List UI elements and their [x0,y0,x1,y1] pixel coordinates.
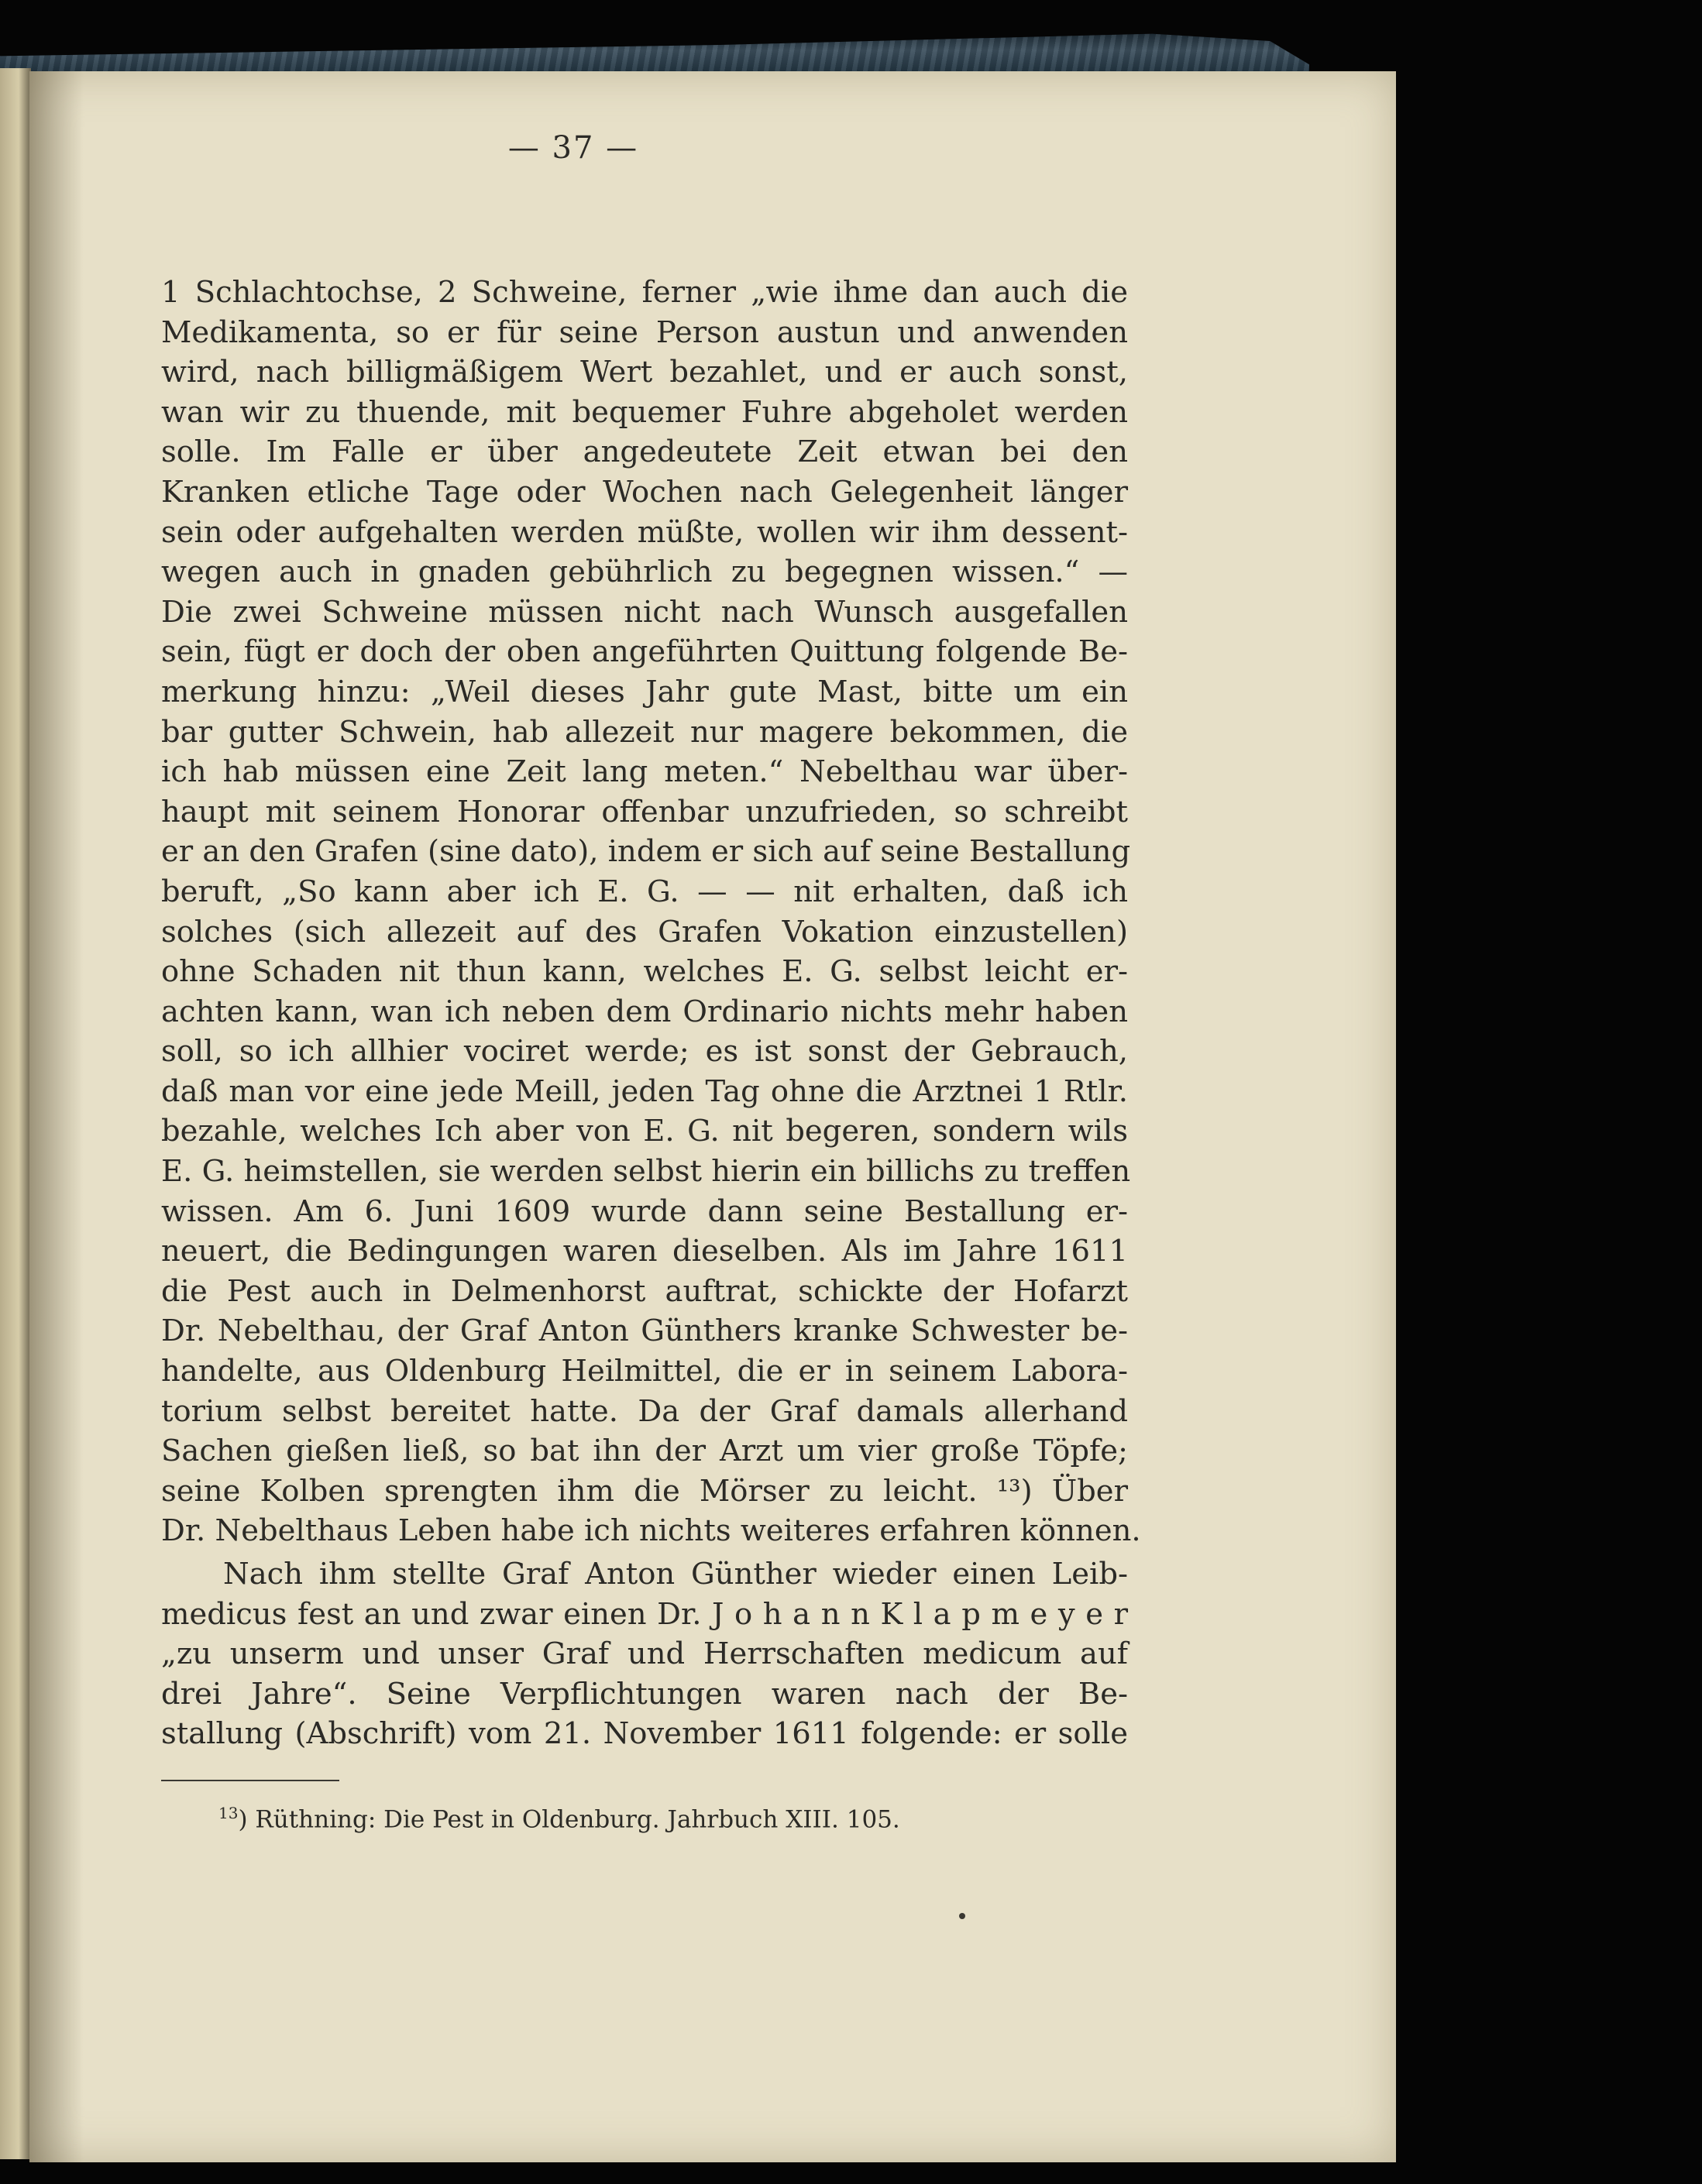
text-line: die Pest auch in Delmenhorst auftrat, schickte der Hofarzt [161,1273,1128,1309]
ink-speck [959,1913,965,1919]
text-line: haupt mit seinem Honorar offenbar unzufrieden, so schreibt [161,794,1128,829]
text-line: bar gutter Schwein, hab allezeit nur magere bekommen, die [161,714,1128,750]
text-line: medicus fest an und zwar einen Dr. J o h a n n K l a p m e y e r [161,1596,1128,1632]
footnote-text: ) Rüthning: Die Pest in Oldenburg. Jahrbuch XIII. 105. [238,1805,900,1834]
text-line: daß man vor eine jede Meill, jeden Tag ohne die Arztnei 1 Rtlr. [161,1073,1128,1109]
text-line: Kranken etliche Tage oder Wochen nach Gelegenheit länger [161,474,1128,510]
text-line: Nach ihm stellte Graf Anton Günther wieder einen Leib- [223,1557,1128,1592]
footnote-rule [161,1780,339,1781]
text-line: ich hab müssen eine Zeit lang meten.“ Nebelthau war über- [161,754,1128,790]
text-line: wegen auch in gnaden gebührlich zu begegnen wissen.“ — [161,555,1128,590]
text-line: sein, fügt er doch der oben angeführten Quittung folgende Be- [161,634,1128,670]
text-line: er an den Grafen (sine dato), indem er sich auf seine Bestallung [161,834,1131,870]
text-line: seine Kolben sprengten ihm die Mörser zu leicht. ¹³) Über [161,1473,1128,1509]
text-line: Die zwei Schweine müssen nicht nach Wunsch ausgefallen [161,594,1128,630]
footnote-marker: 13 [218,1804,239,1822]
text-line: soll, so ich allhier vociret werde; es ist sonst der Gebrauch, [161,1034,1128,1070]
text-line: wird, nach billigmäßigem Wert bezahlet, und er auch sonst, [161,355,1128,390]
text-line: Sachen gießen ließ, so bat ihn der Arzt um vier große Töpfe; [161,1434,1128,1469]
text-line: ohne Schaden nit thun kann, welches E. G. selbst leicht er- [161,954,1128,990]
text-line: „zu unserm und unser Graf und Herrschaften medicum auf [161,1636,1128,1672]
page-number: — 37 — [507,130,639,166]
body-text [161,273,1141,1754]
text-line: beruft, „So kann aber ich E. G. — — nit erhalten, daß ich [161,874,1128,909]
text-line: bezahle, welches Ich aber von E. G. nit begeren, sondern wils [161,1114,1128,1149]
text-line: 1 Schlachtochse, 2 Schweine, ferner „wie ihme dan auch die [161,275,1128,310]
text-line: torium selbst bereitet hatte. Da der Graf damals allerhand [161,1393,1128,1429]
text-line: drei Jahre“. Seine Verpflichtungen waren nach der Be- [161,1676,1128,1712]
text-line: Dr. Nebelthau, der Graf Anton Günthers kranke Schwester be- [161,1313,1128,1349]
text-line: Dr. Nebelthaus Leben habe ich nichts weiteres erfahren können. [161,1513,1141,1549]
text-line: E. G. heimstellen, sie werden selbst hierin ein billichs zu treffen [161,1154,1131,1190]
text-line: neuert, die Bedingungen waren dieselben. Als im Jahre 1611 [161,1234,1128,1269]
text-line: wissen. Am 6. Juni 1609 wurde dann seine Bestallung er- [161,1193,1128,1229]
footnote [218,1797,1071,1835]
text-line: sein oder aufgehalten werden müßte, wollen wir ihm dessent- [161,514,1128,550]
text-line: merkung hinzu: „Weil dieses Jahr gute Mast, bitte um ein [161,674,1128,709]
text-line: stallung (Abschrift) vom 21. November 1611 folgende: er solle [161,1716,1128,1752]
text-line: Medikamenta, so er für seine Person austun und anwenden [161,314,1128,350]
text-line: solches (sich allezeit auf des Grafen Vokation einzustellen) [161,914,1128,949]
adjacent-page-edge [0,68,31,2159]
gutter-shadow [29,71,84,2162]
text-line: handelte, aus Oldenburg Heilmittel, die er in seinem Labora- [161,1354,1128,1389]
text-line: achten kann, wan ich neben dem Ordinario nichts mehr haben [161,994,1128,1029]
text-line: solle. Im Falle er über angedeutete Zeit etwan bei den [161,434,1128,470]
text-line: wan wir zu thuende, mit bequemer Fuhre abgeholet werden [161,394,1128,430]
